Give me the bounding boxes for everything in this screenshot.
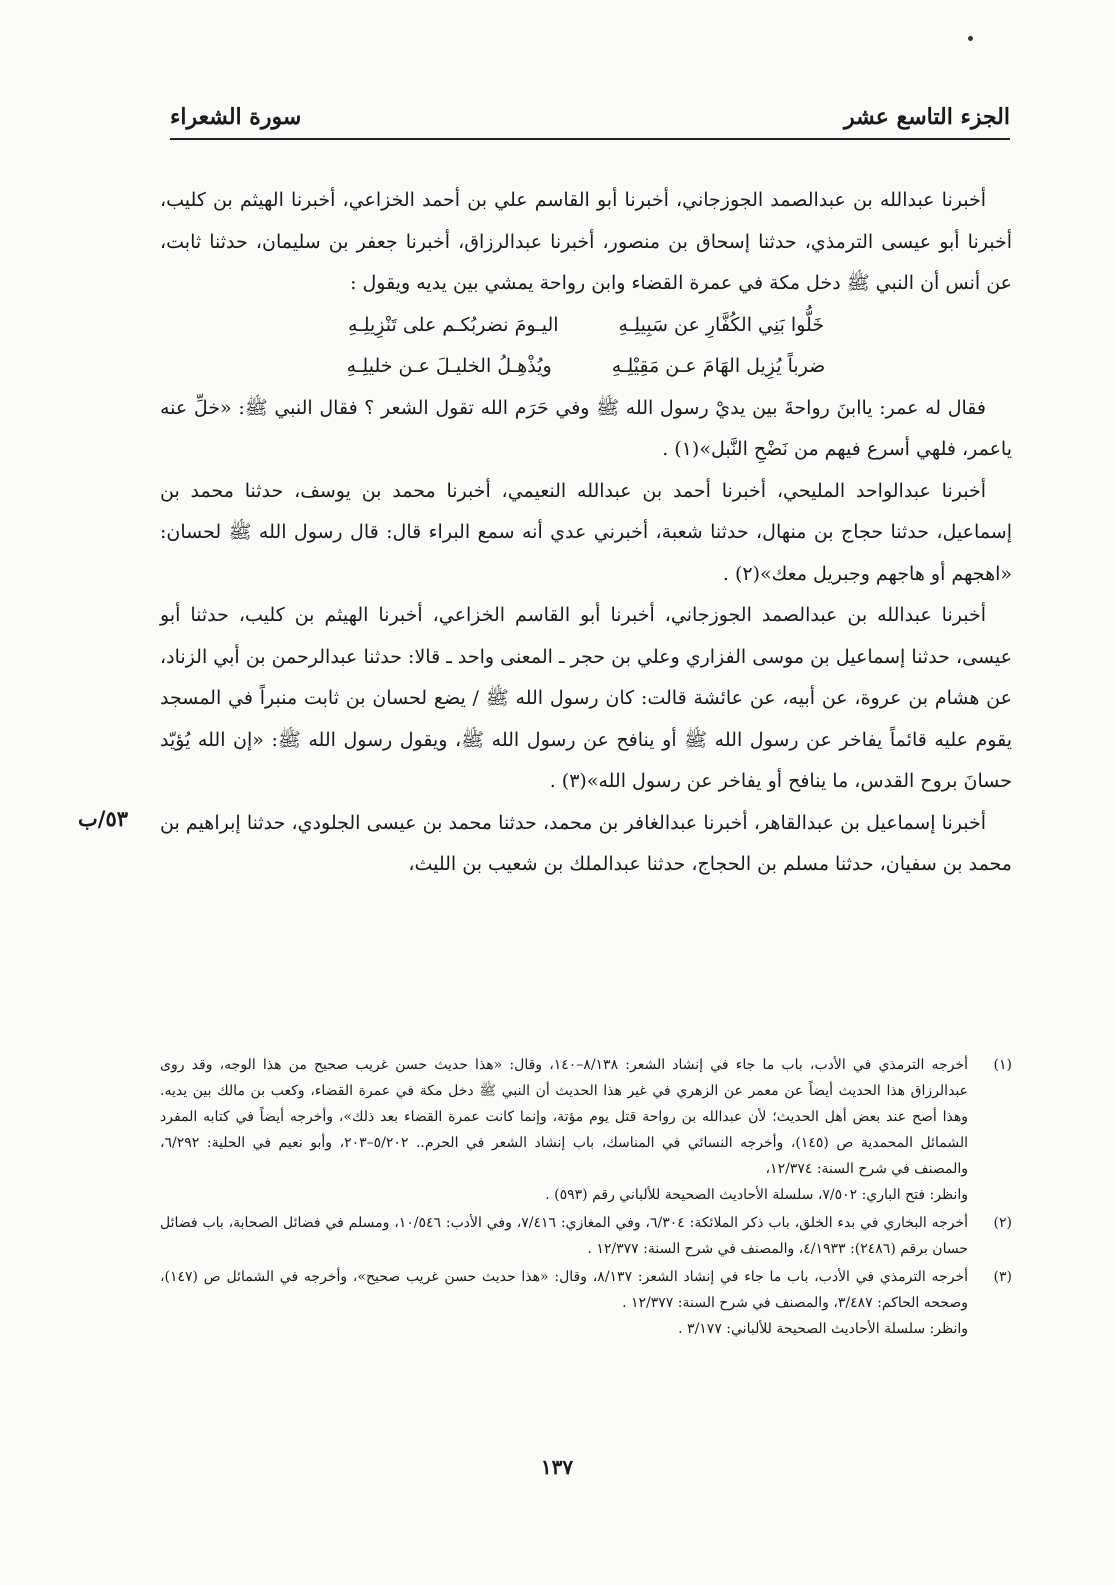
paragraph-2: فقال له عمر: ياابنَ رواحةَ بين يديْ رسول الله ﷺ وفي حَرَم الله تقول الشعر ؟ فقال النبي ﷺ: «خلِّ عنه ياعمر، فلهي أسرع فيهم من نَضْحِ النَّبل»(١) . (160, 396, 1012, 460)
footnote-text: أخرجه الترمذي في الأدب، باب ما جاء في إنشاد الشعر: ٨/١٣٧، وقال: «هذا حديث حسن غريب صحيح»، وأخرجه في الشمائل ص (١٤٧)، وصححه الحاكم: ٣/٤٨٧، والمصنف في شرح السنة: ١٢/٣٧٧ . (160, 1269, 968, 1311)
footnote-text: أخرجه البخاري في بدء الخلق، باب ذكر الملائكة: ٦/٣٠٤، وفي المغازي: ٧/٤١٦، وفي الأدب: ١٠/٥٤٦، ومسلم في فضائل الصحابة، باب فضائل حسان برقم (٢٤٨٦): ٤/١٩٣٣، والمصنف في شرح السنة: ١٢/٣٧٧ . (160, 1215, 968, 1257)
footnote-1 (160, 1052, 1012, 1208)
manuscript-folio-note: ٥٣/ب (78, 806, 129, 831)
footnote-3 (160, 1264, 1012, 1342)
footnote-text: وانظر: فتح الباري: ٧/٥٠٢، سلسلة الأحاديث الصحيحة للألباني رقم (٥٩٣) . (545, 1187, 968, 1203)
header-surah-title: سورة الشعراء (170, 104, 302, 130)
footnote-text: وانظر: سلسلة الأحاديث الصحيحة للألباني: ٣/١٧٧ . (678, 1321, 968, 1337)
main-text (160, 180, 1012, 886)
verse-2-second-hemistich: ويُذْهِـلُ الخليـلَ عـن خليلِـهِ (346, 355, 552, 377)
footnote-number: (٢) (993, 1215, 1012, 1231)
paragraph-1: أخبرنا عبدالله بن عبدالصمد الجوزجاني، أخبرنا أبو القاسم علي بن أحمد الخزاعي، أخبرنا الهيثم بن كليب، أخبرنا أبو عيسى الترمذي، حدثنا إسحاق بن منصور، أخبرنا عبدالرزاق، أخبرنا جعفر بن سليمان، حدثنا ثابت، عن أنس أن النبي ﷺ دخل مكة في عمرة القضاء وابن رواحة يمشي بين يديه ويقول : (160, 189, 1012, 294)
footnote-2 (160, 1210, 1012, 1262)
verse-line-1 (160, 305, 1012, 347)
footnotes (160, 1052, 1012, 1344)
footnote-number: (٣) (993, 1269, 1012, 1285)
ink-dot (968, 36, 973, 41)
footnote-text: أخرجه الترمذي في الأدب، باب ما جاء في إنشاد الشعر: ٨/١٣٨–١٤٠، وقال: «هذا حديث حسن غريب صحيح من هذا الوجه، وقد روى عبدالرزاق هذا الحديث أيضاً عن معمر عن الزهري في غير هذا الحديث أن النبي ﷺ دخل مكة في عمرة القضاء، وكعب بن مالك بين يديه. وهذا أصح عند بعض أهل الحديث؛ لأن عبدالله بن رواحة قتل يوم مؤتة، وإنما كانت عمرة القضاء بعد ذلك»، وأخرجه أيضاً في كتابه المفرد الشمائل المحمدية ص (١٤٥)، وأخرجه النسائي في المناسك، باب إنشاد الشعر في الحرم.. ٥/٢٠٢–٢٠٣، وأبو نعيم في الحلية: ٦/٢٩٢، والمصنف في شرح السنة: ١٢/٣٧٤، (160, 1057, 968, 1177)
verse-line-2 (160, 346, 1012, 388)
running-header (170, 84, 1010, 140)
paragraph-4: أخبرنا عبدالله بن عبدالصمد الجوزجاني، أخبرنا أبو القاسم الخزاعي، أخبرنا الهيثم بن كليب، حدثنا أبو عيسى، حدثنا إسماعيل بن موسى الفزاري وعلي بن حجر ـ المعنى واحد ـ قالا: حدثنا عبدالرحمن بن أبي الزناد، عن هشام بن عروة، عن أبيه، عن عائشة قالت: كان رسول الله ﷺ / يضع لحسان بن ثابت منبراً في المسجد يقوم عليه قائماً يفاخر عن رسول الله ﷺ أو ينافح عن رسول الله ﷺ، ويقول رسول الله ﷺ: «إن الله يُؤيّد حسانَ بروح القدس، ما ينافح أو يفاخر عن رسول الله»(٣) . (160, 604, 1012, 792)
paragraph-5: أخبرنا إسماعيل بن عبدالقاهر، أخبرنا عبدالغافر بن محمد، حدثنا محمد بن عيسى الجلودي، حدثنا إبراهيم بن محمد بن سفيان، حدثنا مسلم بن الحجاج، حدثنا عبدالملك بن شعيب بن الليث، (160, 811, 1012, 875)
verse-2-first-hemistich: ضرباً يُزِيل الهَامَ عـن مَقِيْلِـهِ (611, 355, 826, 377)
footnote-number: (١) (993, 1057, 1012, 1073)
verse-1-first-hemistich: خَلُّوا بَنِي الكُفَّارِ عن سَبِيلِـهِ (618, 313, 825, 336)
header-part-title: الجزء التاسع عشر (843, 104, 1010, 130)
paragraph-3: أخبرنا عبدالواحد المليحي، أخبرنا أحمد بن عبدالله النعيمي، أخبرنا محمد بن يوسف، حدثنا محمد بن إسماعيل، حدثنا حجاج بن منهال، حدثنا شعبة، أخبرني عدي أنه سمع البراء قال: قال رسول الله ﷺ لحسان: «اهجهم أو هاجهم وجبريل معك»(٢) . (160, 479, 1012, 585)
page-number: ١٣٧ (540, 1455, 574, 1479)
verse-1-second-hemistich: اليـومَ نضربُكـم على تَنْزِيلِـهِ (347, 313, 559, 336)
